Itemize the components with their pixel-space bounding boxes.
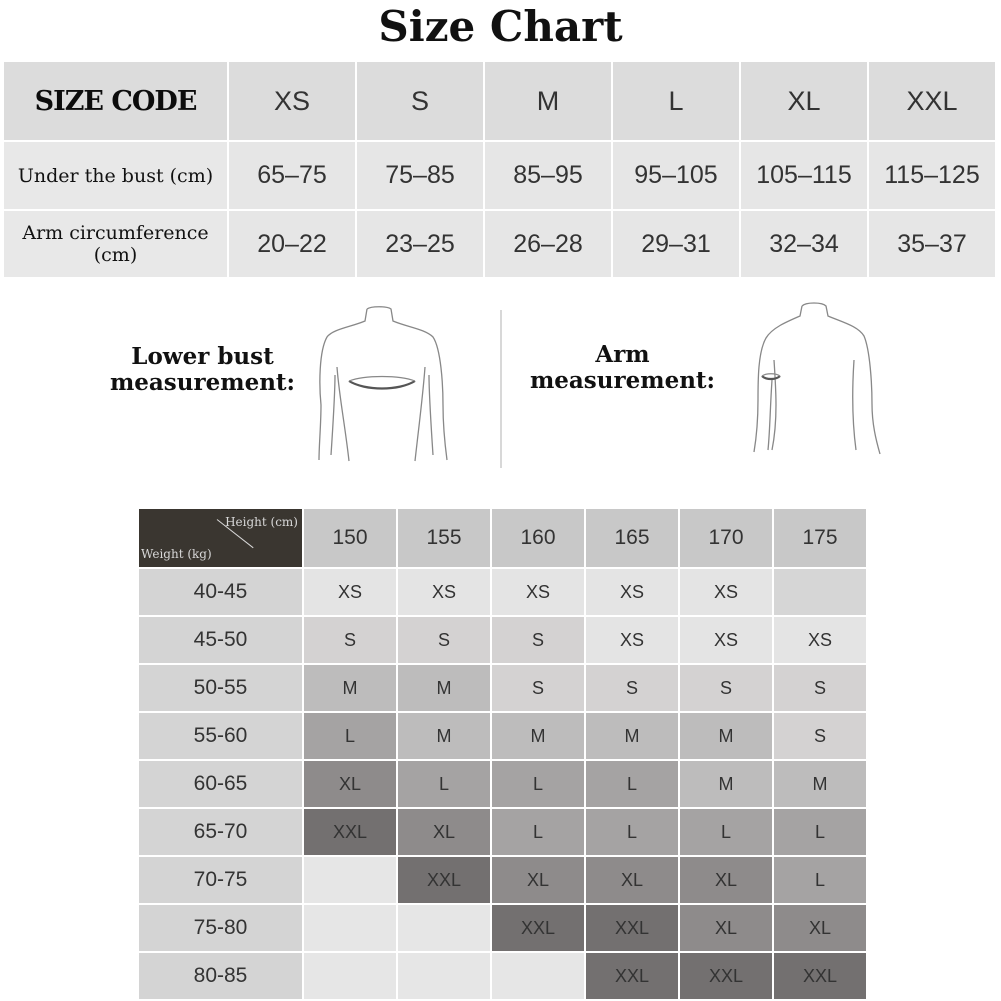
lower-bust-figure-icon	[315, 305, 455, 465]
empty-cell	[304, 953, 396, 999]
under-bust-label: Under the bust (cm)	[4, 142, 227, 209]
height-header-row	[139, 509, 866, 567]
size-header-xs: XS	[229, 62, 355, 140]
under-bust-value: 65–75	[229, 142, 355, 209]
arm-circumference-value: 26–28	[485, 211, 611, 277]
arm-circumference-value: 35–37	[869, 211, 995, 277]
arm-circumference-row	[4, 211, 995, 277]
weight-label: 45-50	[139, 617, 302, 663]
size-header-xxl: XXL	[869, 62, 995, 140]
empty-cell	[492, 953, 584, 999]
size-cell: XL	[680, 857, 772, 903]
size-cell: L	[586, 761, 678, 807]
weight-row	[139, 809, 866, 855]
lower-bust-label-line2: measurement:	[109, 369, 296, 396]
weight-row	[139, 953, 866, 999]
arm-label-line1: Arm	[595, 341, 650, 368]
section-divider	[500, 310, 502, 468]
weight-label: 40-45	[139, 569, 302, 615]
size-cell: M	[304, 665, 396, 711]
empty-cell	[304, 905, 396, 951]
size-cell: L	[492, 761, 584, 807]
size-cell: XS	[680, 617, 772, 663]
size-cell: L	[586, 809, 678, 855]
weight-height-table	[137, 507, 868, 1001]
size-header-s: S	[357, 62, 483, 140]
size-cell: XXL	[680, 953, 772, 999]
arm-circumference-value: 29–31	[613, 211, 739, 277]
size-cell: XL	[680, 905, 772, 951]
size-cell: XS	[492, 569, 584, 615]
weight-row	[139, 665, 866, 711]
size-cell: XL	[304, 761, 396, 807]
size-cell: S	[586, 665, 678, 711]
weight-label: 55-60	[139, 713, 302, 759]
weight-axis-label: Weight (kg)	[141, 547, 212, 561]
arm-circumference-value: 32–34	[741, 211, 867, 277]
size-cell: S	[492, 617, 584, 663]
size-cell: S	[304, 617, 396, 663]
arm-label-line2: measurement:	[529, 367, 716, 394]
empty-cell	[304, 857, 396, 903]
size-cell: XXL	[398, 857, 490, 903]
size-cell: L	[680, 809, 772, 855]
under-bust-value: 95–105	[613, 142, 739, 209]
arm-circumference-label	[4, 211, 227, 277]
size-cell: M	[680, 761, 772, 807]
size-cell: L	[774, 857, 866, 903]
weight-row	[139, 617, 866, 663]
size-cell: XS	[586, 569, 678, 615]
size-cell: XXL	[304, 809, 396, 855]
size-cell: S	[680, 665, 772, 711]
under-bust-value: 85–95	[485, 142, 611, 209]
under-bust-value: 105–115	[741, 142, 867, 209]
weight-row	[139, 857, 866, 903]
lower-bust-measurement-label	[100, 344, 305, 396]
size-cell: M	[774, 761, 866, 807]
size-cell: L	[492, 809, 584, 855]
under-bust-value: 115–125	[869, 142, 995, 209]
under-bust-row	[4, 142, 995, 209]
size-cell: XS	[774, 617, 866, 663]
size-cell: S	[398, 617, 490, 663]
height-header: 175	[774, 509, 866, 567]
size-cell: XXL	[774, 953, 866, 999]
height-header: 150	[304, 509, 396, 567]
weight-label: 80-85	[139, 953, 302, 999]
size-cell: XS	[304, 569, 396, 615]
weight-label: 75-80	[139, 905, 302, 951]
arm-circumference-value: 20–22	[229, 211, 355, 277]
size-cell: M	[398, 665, 490, 711]
size-cell: S	[492, 665, 584, 711]
size-cell: M	[586, 713, 678, 759]
height-header: 155	[398, 509, 490, 567]
size-cell: XXL	[586, 905, 678, 951]
size-header-row	[4, 62, 995, 140]
size-code-header: SIZE CODE	[4, 62, 227, 140]
weight-row	[139, 761, 866, 807]
weight-row	[139, 905, 866, 951]
page-title: Size Chart	[378, 2, 623, 51]
size-cell: M	[492, 713, 584, 759]
size-code-table	[2, 60, 997, 279]
height-header: 165	[586, 509, 678, 567]
size-header-l: L	[613, 62, 739, 140]
lower-bust-label-line1: Lower bust	[131, 343, 274, 370]
size-cell: XL	[774, 905, 866, 951]
size-cell: XL	[586, 857, 678, 903]
arm-circumference-label-line2: (cm)	[93, 244, 138, 266]
size-cell: S	[774, 713, 866, 759]
size-header-m: M	[485, 62, 611, 140]
weight-label: 65-70	[139, 809, 302, 855]
height-axis-label: Height (cm)	[225, 515, 298, 529]
weight-row	[139, 713, 866, 759]
weight-label: 70-75	[139, 857, 302, 903]
size-cell: XL	[492, 857, 584, 903]
arm-figure-icon	[748, 300, 888, 460]
height-header: 160	[492, 509, 584, 567]
size-cell: XL	[398, 809, 490, 855]
empty-cell	[398, 953, 490, 999]
size-cell: S	[774, 665, 866, 711]
size-cell: L	[304, 713, 396, 759]
weight-row	[139, 569, 866, 615]
arm-circumference-value: 23–25	[357, 211, 483, 277]
arm-measurement-label	[520, 342, 725, 394]
size-cell: XS	[680, 569, 772, 615]
size-cell: L	[398, 761, 490, 807]
size-cell: XXL	[586, 953, 678, 999]
weight-label: 50-55	[139, 665, 302, 711]
table-corner	[139, 509, 302, 567]
height-header: 170	[680, 509, 772, 567]
size-cell: M	[680, 713, 772, 759]
size-header-xl: XL	[741, 62, 867, 140]
under-bust-value: 75–85	[357, 142, 483, 209]
arm-circumference-label-line1: Arm circumference	[22, 222, 209, 244]
empty-cell	[398, 905, 490, 951]
size-cell: L	[774, 809, 866, 855]
size-cell: M	[398, 713, 490, 759]
size-cell: XS	[398, 569, 490, 615]
size-cell: XS	[586, 617, 678, 663]
empty-cell	[774, 569, 866, 615]
size-cell: XXL	[492, 905, 584, 951]
weight-label: 60-65	[139, 761, 302, 807]
weight-height-body	[139, 509, 866, 999]
